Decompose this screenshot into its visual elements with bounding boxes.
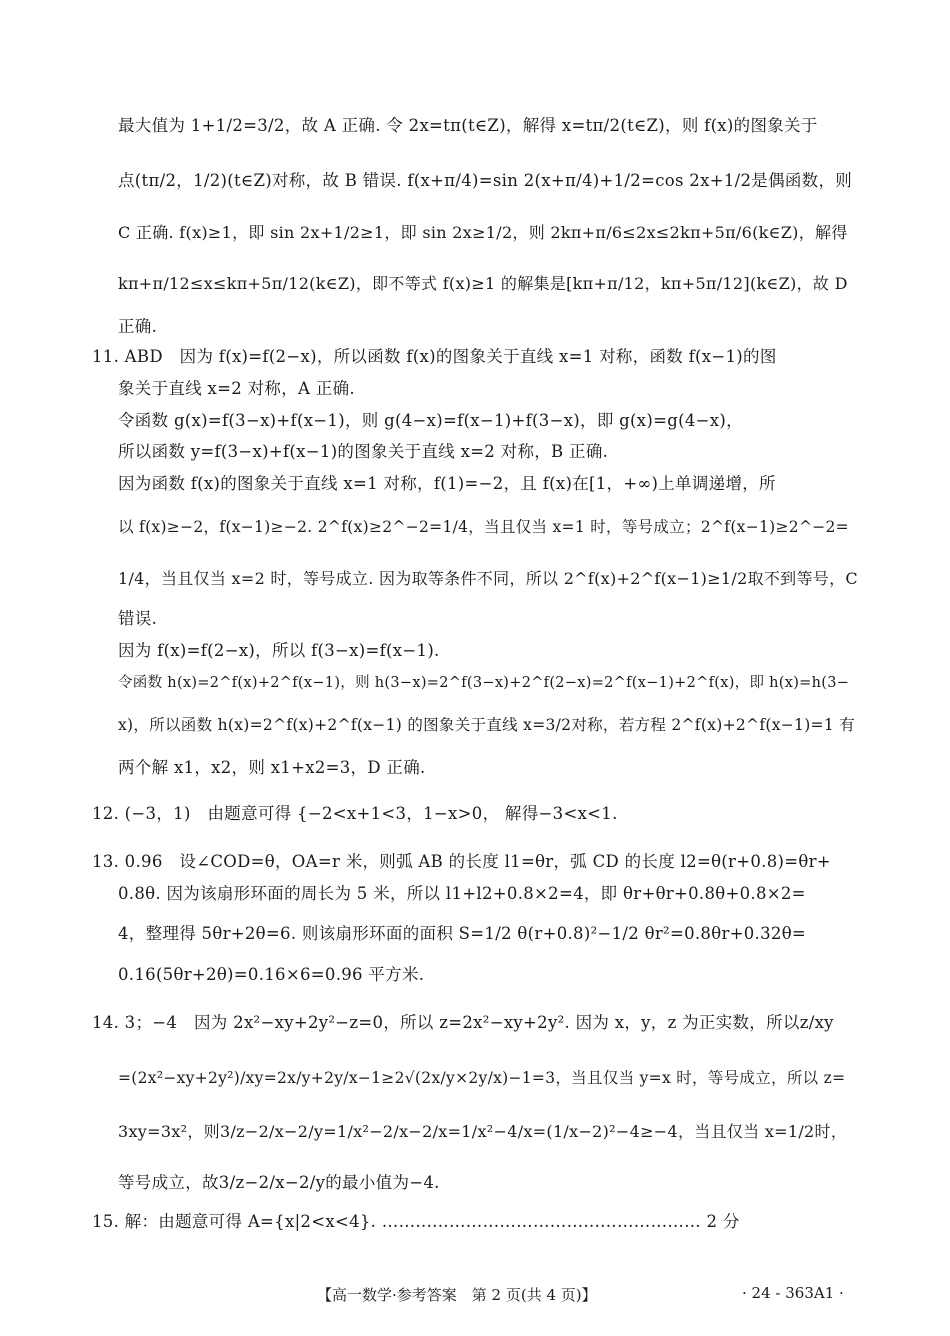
- text-line: 因为 f(x)=f(2−x)，所以 f(3−x)=f(x−1).: [118, 641, 440, 660]
- text-line: =(2x²−xy+2y²)/xy=2x/y+2y/x−1≥2√(2x/y×2y/x)−1=3，当且仅当 y=x 时，等号成立，所以 z=: [118, 1069, 846, 1087]
- text-line: 3xy=3x²，则3/z−2/x−2/y=1/x²−2/x−2/x=1/x²−4/x=(1/x−2)²−4≥−4，当且仅当 x=1/2时，: [118, 1122, 848, 1141]
- text-line: 4，整理得 5θr+2θ=6. 则该扇形环面的面积 S=1/2 θ(r+0.8)²−1/2 θr²=0.8θr+0.32θ=: [118, 924, 807, 943]
- problem-11-line: 11. ABD 因为 f(x)=f(2−x)，所以函数 f(x)的图象关于直线 x=1 对称，函数 f(x−1)的图: [92, 347, 777, 366]
- text-line: x)，所以函数 h(x)=2^f(x)+2^f(x−1) 的图象关于直线 x=3/2对称，若方程 2^f(x)+2^f(x−1)=1 有: [118, 716, 856, 734]
- text-line: 所以函数 y=f(3−x)+f(x−1)的图象关于直线 x=2 对称，B 正确.: [118, 442, 609, 461]
- problem-12-line: 12. (−3，1) 由题意可得 {−2<x+1<3，1−x>0， 解得−3<x<1.: [92, 804, 618, 823]
- text-line: 0.16(5θr+2θ)=0.16×6=0.96 平方米.: [118, 965, 425, 984]
- text-line: 错误.: [118, 609, 158, 628]
- text-line: 两个解 x1，x2，则 x1+x2=3，D 正确.: [118, 758, 426, 777]
- text-line: 令函数 h(x)=2^f(x)+2^f(x−1)，则 h(3−x)=2^f(3−x)+2^f(2−x)=2^f(x−1)+2^f(x)，即 h(x)=h(3−: [118, 675, 850, 691]
- footer-title: 【高一数学·参考答案 第 2 页(共 4 页)】: [317, 1286, 597, 1304]
- text-line: 因为函数 f(x)的图象关于直线 x=1 对称，f(1)=−2，且 f(x)在[1，+∞)上单调递增，所: [118, 474, 776, 493]
- problem-15-line: 15. 解：由题意可得 A={x|2<x<4}. ………………………………………………… 2 分: [92, 1212, 740, 1231]
- text-line: C 正确. f(x)≥1，即 sin 2x+1/2≥1，即 sin 2x≥1/2，则 2kπ+π/6≤2x≤2kπ+5π/6(k∈Z)，解得: [118, 223, 848, 242]
- text-line: 以 f(x)≥−2，f(x−1)≥−2. 2^f(x)≥2^−2=1/4，当且仅当 x=1 时，等号成立；2^f(x−1)≥2^−2=: [118, 518, 849, 536]
- footer-code: · 24 - 363A1 ·: [742, 1284, 844, 1302]
- text-line: 1/4，当且仅当 x=2 时，等号成立. 因为取等条件不同，所以 2^f(x)+2^f(x−1)≥1/2取不到等号，C: [118, 569, 858, 588]
- text-line: 0.8θ. 因为该扇形环面的周长为 5 米，所以 l1+l2+0.8×2=4，即 θr+θr+0.8θ+0.8×2=: [118, 884, 806, 903]
- text-line: 等号成立，故3/z−2/x−2/y的最小值为−4.: [118, 1173, 440, 1192]
- text-line: 令函数 g(x)=f(3−x)+f(x−1)，则 g(4−x)=f(x−1)+f(3−x)，即 g(x)=g(4−x)，: [118, 411, 743, 430]
- text-line: 最大值为 1+1/2=3/2，故 A 正确. 令 2x=tπ(t∈Z)，解得 x=tπ/2(t∈Z)，则 f(x)的图象关于: [118, 116, 818, 135]
- text-line: 正确.: [118, 317, 158, 336]
- text-line: 象关于直线 x=2 对称，A 正确.: [118, 379, 355, 398]
- problem-13-line: 13. 0.96 设∠COD=θ，OA=r 米，则弧 AB 的长度 l1=θr，弧 CD 的长度 l2=θ(r+0.8)=θr+: [92, 852, 831, 871]
- text-line: kπ+π/12≤x≤kπ+5π/12(k∈Z)，即不等式 f(x)≥1 的解集是[kπ+π/12，kπ+5π/12](k∈Z)，故 D: [118, 274, 848, 293]
- text-line: 点(tπ/2，1/2)(t∈Z)对称，故 B 错误. f(x+π/4)=sin 2(x+π/4)+1/2=cos 2x+1/2是偶函数，则: [118, 171, 853, 190]
- problem-14-line: 14. 3；−4 因为 2x²−xy+2y²−z=0，所以 z=2x²−xy+2y². 因为 x，y，z 为正实数，所以z/xy: [92, 1013, 834, 1032]
